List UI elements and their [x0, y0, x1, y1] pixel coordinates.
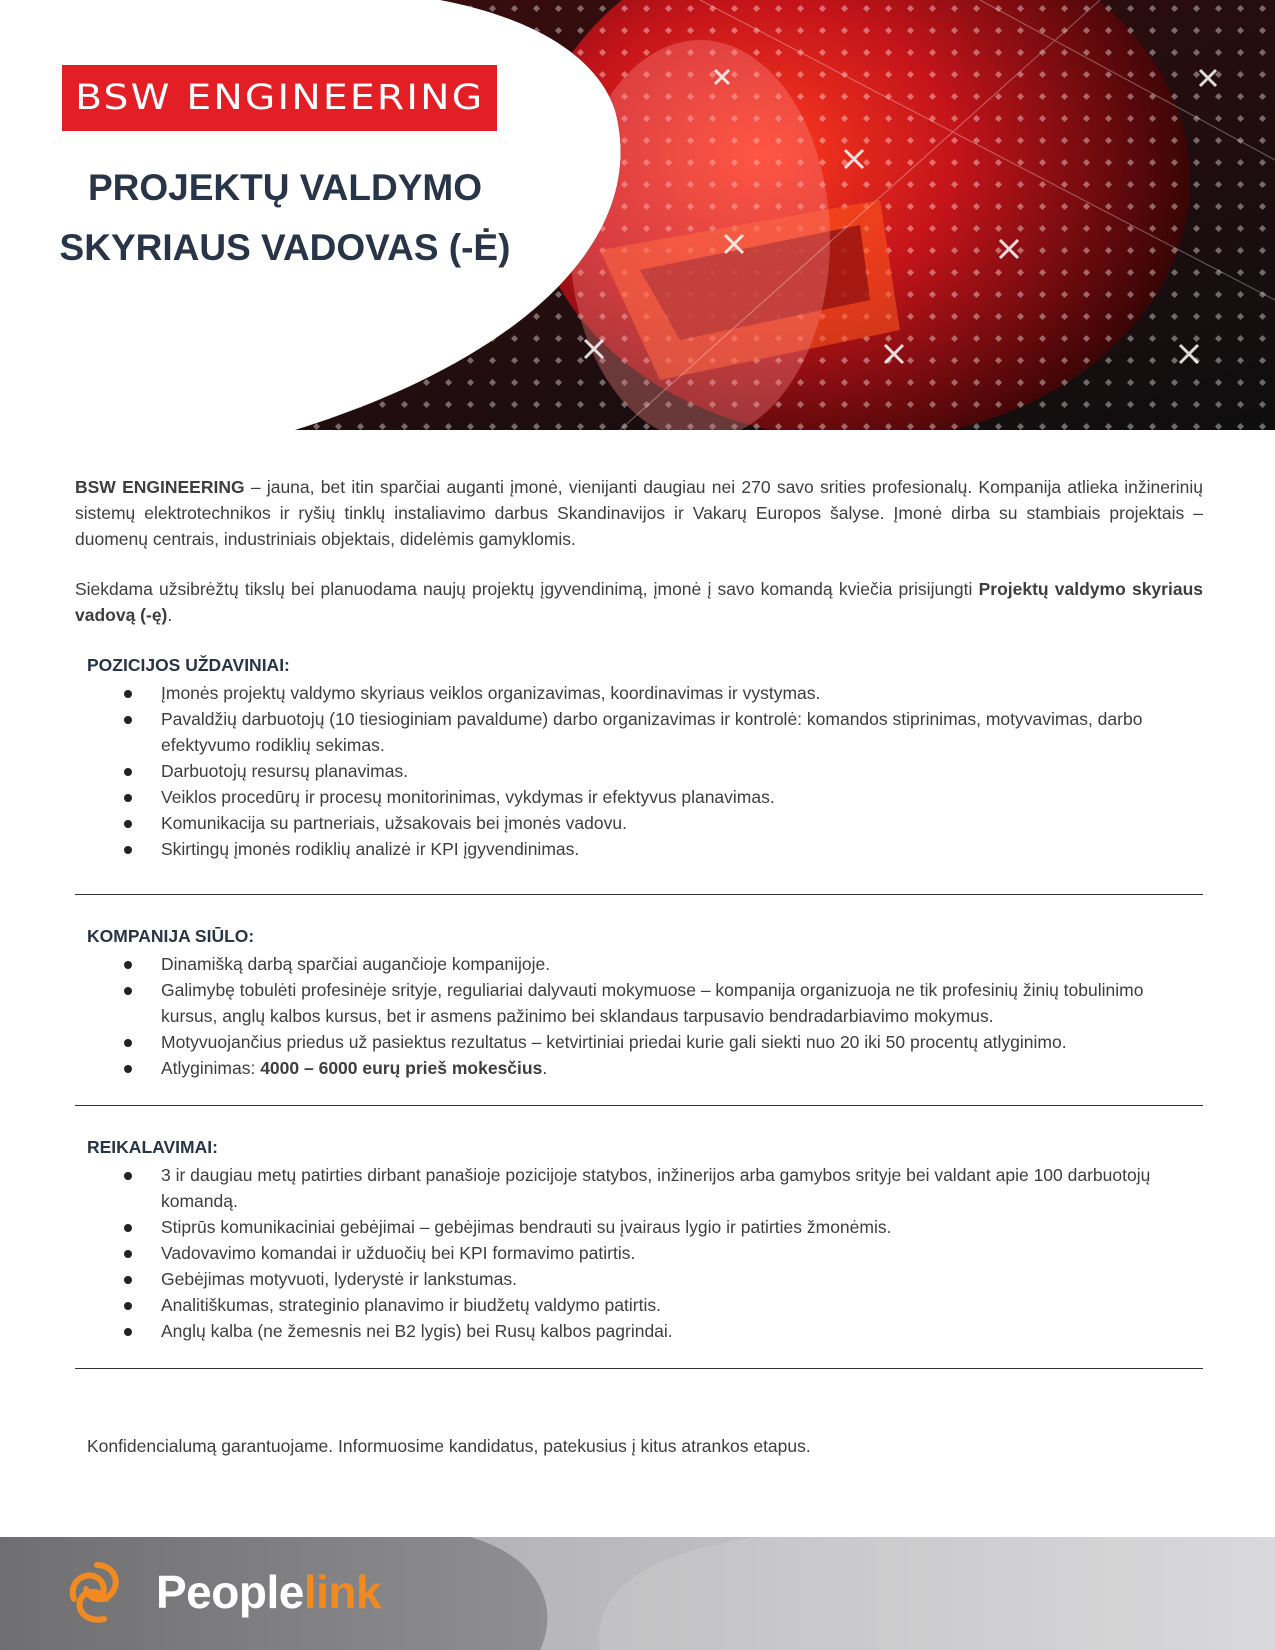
section-divider: [75, 1368, 1203, 1369]
offer-list: [75, 951, 1203, 1081]
list-item: [75, 680, 1203, 706]
list-item-text: Motyvuojančius priedus už pasiektus rezultatus – ketvirtiniai priedai kurie gali siekti nuo 20 iki 50 procentų atlyginimo.: [161, 1032, 1067, 1052]
bullet-icon: [124, 1039, 132, 1047]
bullet-icon: [124, 1302, 132, 1310]
intro-text: – jauna, bet itin sparčiai auganti įmonė, vienijanti daugiau nei 270 savo srities profesionalų. Kompanija atlieka inžinerinių sistemų elektrotechnikos ir ryšių tinklų instaliavimo darbus Skandinavijos ir Vakarų Europos šalyse. Įmonė dirba su stambiais projektais – duomenų centrais, industriniais objektais, didelėmis gamyklomis.: [75, 477, 1203, 549]
bullet-icon: [124, 1224, 132, 1232]
job-title-line2: SKYRIAUS VADOVAS (-Ė): [59, 227, 511, 268]
list-item: [75, 1029, 1203, 1055]
bullet-icon: [124, 1328, 132, 1336]
bullet-icon: [124, 1172, 132, 1180]
peoplelink-knot-icon: [64, 1559, 130, 1625]
section-divider: [75, 894, 1203, 895]
confidential-note: Konfidencialumą garantuojame. Informuosime kandidatus, patekusius į kitus atrankos etapus.: [87, 1436, 811, 1456]
job-title-line1: PROJEKTŲ VALDYMO: [87, 167, 482, 208]
list-item-text: Anglų kalba (ne žemesnis nei B2 lygis) bei Rusų kalbos pagrindai.: [161, 1321, 673, 1341]
brand-part1: People: [156, 1566, 304, 1618]
list-item: [75, 951, 1203, 977]
bullet-icon: [124, 690, 132, 698]
intro-paragraph: [75, 474, 1203, 552]
bullet-icon: [124, 987, 132, 995]
tasks-list: [75, 680, 1203, 862]
list-item: [75, 706, 1203, 758]
bullet-icon: [124, 961, 132, 969]
job-title: [45, 158, 525, 278]
offer-heading: KOMPANIJA SIŪLO:: [87, 926, 255, 946]
tasks-section: [75, 652, 1203, 862]
invite-position: Projektų valdymo skyriaus vadovą (-ę): [75, 579, 1203, 625]
list-item-text: Įmonės projektų valdymo skyriaus veiklos organizavimas, koordinavimas ir vystymas.: [161, 683, 821, 703]
bullet-icon: [124, 1250, 132, 1258]
company-logo: [62, 65, 497, 131]
list-item-text: Galimybę tobulėti profesinėje srityje, reguliariai dalyvauti mokymuose – kompanija organizuoja ne tik profesinių žinių tobulinimo kursus, anglų kalbos kursus, bet ir asmens pažinimo bei sklandaus tarpusavio bendradarbiavimo mokymus.: [161, 980, 1144, 1026]
list-item-text: Stiprūs komunikaciniai gebėjimai – gebėjimas bendrauti su įvairaus lygio ir patirties žmonėmis.: [161, 1217, 892, 1237]
list-item: [75, 1240, 1203, 1266]
footer-banner: [0, 1537, 1275, 1650]
list-item-text: Vadovavimo komandai ir užduočių bei KPI formavimo patirtis.: [161, 1243, 636, 1263]
offer-section: [75, 923, 1203, 1081]
bullet-icon: [124, 716, 132, 724]
list-item: [75, 977, 1203, 1029]
invite-end: .: [167, 605, 173, 625]
job-description: [75, 474, 1203, 1459]
list-item: [75, 1162, 1203, 1214]
section-divider: [75, 1105, 1203, 1106]
list-item-text: Dinamišką darbą sparčiai augančioje kompanijoje.: [161, 954, 551, 974]
salary-end: .: [542, 1058, 548, 1078]
bullet-icon: [124, 768, 132, 776]
list-item-text: Komunikacija su partneriais, užsakovais bei įmonės vadovu.: [161, 813, 627, 833]
list-item: [75, 1318, 1203, 1344]
intro-company-name: BSW ENGINEERING: [75, 477, 245, 497]
peoplelink-wordmark: [156, 1565, 381, 1619]
list-item-text: Veiklos procedūrų ir procesų monitorinimas, vykdymas ir efektyvus planavimas.: [161, 787, 775, 807]
requirements-list: [75, 1162, 1203, 1344]
requirements-section: [75, 1134, 1203, 1344]
bullet-icon: [124, 794, 132, 802]
list-item-text: Gebėjimas motyvuoti, lyderystė ir lankstumas.: [161, 1269, 517, 1289]
bullet-icon: [124, 846, 132, 854]
invite-text: Siekdama užsibrėžtų tikslų bei planuodama naujų projektų įgyvendinimą, įmonė į savo komandą kviečia prisijungti: [75, 579, 979, 599]
tasks-heading: POZICIJOS UŽDAVINIAI:: [87, 655, 290, 675]
requirements-heading: REIKALAVIMAI:: [87, 1137, 218, 1157]
bullet-icon: [124, 1276, 132, 1284]
list-item-text: Pavaldžių darbuotojų (10 tiesioginiam pavaldume) darbo organizavimas ir kontrolė: komandos stiprinimas, motyvavimas, darbo efektyvumo rodiklių sekimas.: [161, 709, 1143, 755]
list-item: [75, 810, 1203, 836]
list-item: [75, 1292, 1203, 1318]
list-item: [75, 758, 1203, 784]
list-item: [75, 836, 1203, 862]
brand-part2: link: [303, 1566, 382, 1618]
list-item-text: Analitiškumas, strateginio planavimo ir biudžetų valdymo patirtis.: [161, 1295, 661, 1315]
list-item-text: Skirtingų įmonės rodiklių analizė ir KPI įgyvendinimas.: [161, 839, 580, 859]
list-item: [75, 784, 1203, 810]
list-item: [75, 1214, 1203, 1240]
peoplelink-logo: [64, 1559, 381, 1625]
bullet-icon: [124, 1065, 132, 1073]
bullet-icon: [124, 820, 132, 828]
salary-label: Atlyginimas:: [161, 1058, 261, 1078]
list-item: [75, 1266, 1203, 1292]
salary-item: [75, 1055, 1203, 1081]
invite-paragraph: [75, 576, 1203, 628]
list-item-text: Darbuotojų resursų planavimas.: [161, 761, 409, 781]
salary-value: 4000 – 6000 eurų prieš mokesčius: [260, 1058, 543, 1078]
company-logo-text: BSW ENGINEERING: [74, 78, 485, 118]
list-item-text: 3 ir daugiau metų patirties dirbant panašioje pozicijoje statybos, inžinerijos arba gamybos srityje bei valdant apie 100 darbuotojų komandą.: [161, 1165, 1151, 1211]
